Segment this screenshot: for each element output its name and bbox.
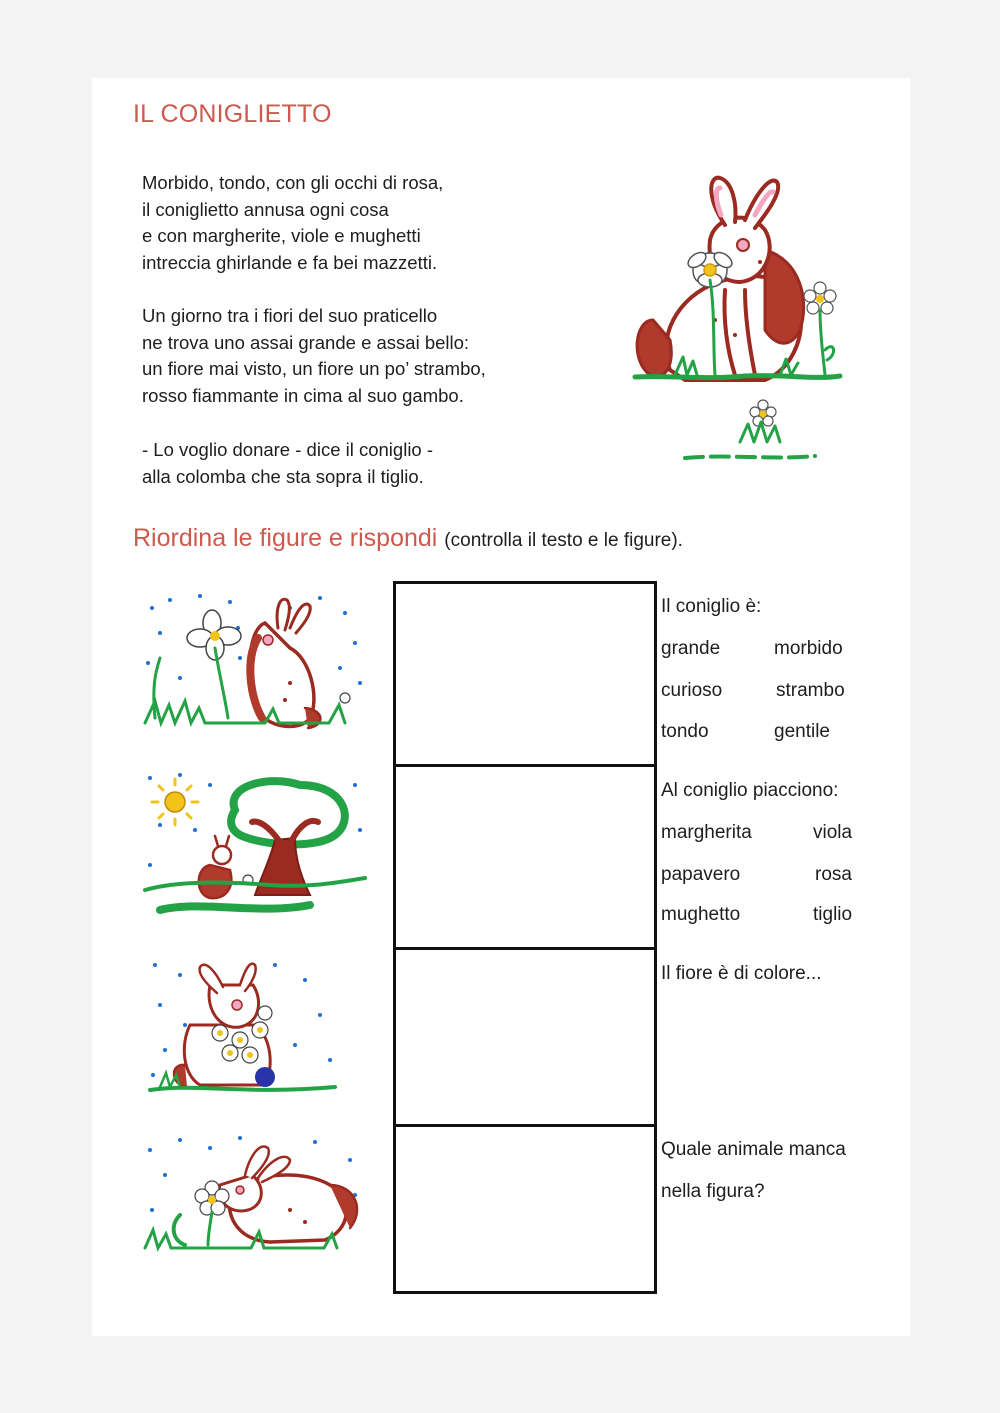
story-picture-3: [145, 955, 370, 1105]
poem-stanza-3: [142, 437, 612, 490]
question-1-label: Il coniglio è:: [661, 596, 762, 617]
poem-line: intreccia ghirlande e fa bei mazzetti.: [142, 251, 438, 273]
answer-box-1[interactable]: [393, 581, 657, 767]
question-1-option[interactable]: strambo: [776, 680, 845, 701]
answer-boxes: [393, 581, 657, 1291]
answer-box-3[interactable]: [393, 947, 657, 1127]
question-2-option[interactable]: tiglio: [813, 904, 853, 925]
question-2-option[interactable]: mughetto: [661, 904, 741, 925]
question-1-option[interactable]: tondo: [661, 721, 709, 742]
question-2-option[interactable]: rosa: [815, 864, 852, 885]
poem-line: Un giorno tra i fiori del suo praticello: [142, 305, 438, 326]
question-2-option[interactable]: papavero: [661, 864, 741, 885]
exercise-title: [133, 524, 683, 553]
poem-line: rosso fiammante in cima al suo gambo.: [142, 384, 464, 406]
rabbit-illustration-main: [615, 170, 855, 470]
poem-line: ne trova uno assai grande e assai bello:: [142, 331, 470, 353]
poem-line: - Lo voglio donare - dice il coniglio -: [142, 439, 434, 460]
poem-line: alla colomba che sta sopra il tiglio.: [142, 465, 424, 487]
question-2-option[interactable]: margherita: [661, 822, 752, 843]
question-1-option[interactable]: curioso: [661, 680, 723, 701]
story-picture-2: [140, 770, 372, 925]
poem-stanza-2: [142, 303, 612, 409]
exercise-note: (controlla il testo e le figure).: [444, 530, 683, 551]
question-3-label: Il fiore è di colore...: [661, 963, 822, 984]
story-picture-4: [140, 1130, 372, 1260]
question-4-label-line-1: Quale animale manca: [661, 1139, 846, 1160]
poem-line: e con margherite, viole e mughetti: [142, 225, 421, 246]
poem-stanza-1: [142, 170, 612, 276]
question-1-option[interactable]: morbido: [774, 638, 843, 659]
question-1-option[interactable]: gentile: [774, 721, 830, 742]
question-2-option[interactable]: viola: [813, 822, 853, 843]
story-picture-1: [140, 588, 372, 743]
poem-line: Morbido, tondo, con gli occhi di rosa,: [142, 172, 444, 193]
page-title: IL CONIGLIETTO: [133, 100, 332, 128]
question-2-label: Al coniglio piacciono:: [661, 780, 839, 801]
answer-box-2[interactable]: [393, 764, 657, 950]
question-4-label-line-2: nella figura?: [661, 1181, 765, 1202]
exercise-title-text: Riordina le figure e rispondi: [133, 524, 438, 552]
answer-box-4[interactable]: [393, 1124, 657, 1294]
poem-line: un fiore mai visto, un fiore un po’ strambo,: [142, 358, 486, 379]
poem-line: il coniglietto annusa ogni cosa: [142, 198, 389, 220]
question-1-option[interactable]: grande: [661, 638, 721, 659]
